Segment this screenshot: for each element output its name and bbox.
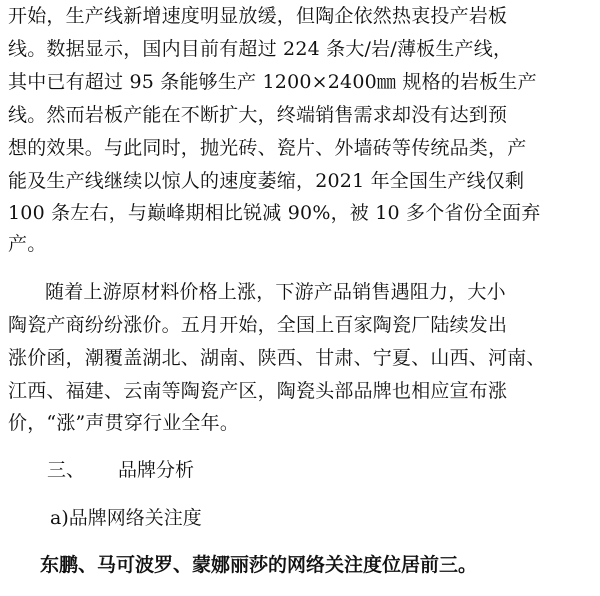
paragraph-line: 其中已有超过 95 条能够生产 1200×2400㎜ 规格的岩板生产: [8, 71, 537, 93]
section-number: 三、: [47, 459, 86, 481]
highlight-sentence: 东鹏、马可波罗、蒙娜丽莎的网络关注度位居前三。: [40, 554, 478, 576]
subsection-heading: a)品牌网络关注度: [50, 507, 202, 529]
paragraph-line: 陶瓷产商纷纷涨价。五月开始，全国上百家陶瓷厂陆续发出: [8, 314, 508, 336]
paragraph-line: 随着上游原材料价格上涨，下游产品销售遇阻力，大小: [45, 281, 506, 303]
paragraph-line: 100 条左右，与巅峰期相比锐减 90%，被 10 多个省份全面弃: [8, 202, 541, 224]
paragraph-line: 江西、福建、云南等陶瓷产区，陶瓷头部品牌也相应宣布涨: [8, 380, 508, 402]
paragraph-line: 涨价函，潮覆盖湖北、湖南、陕西、甘肃、宁夏、山西、河南、: [8, 347, 546, 369]
paragraph-line: 产。: [8, 233, 47, 255]
paragraph-line: 开始，生产线新增速度明显放缓，但陶企依然热衷投产岩板: [8, 5, 508, 27]
section-title: 品牌分析: [118, 459, 195, 481]
paragraph-line: 线。数据显示，国内目前有超过 224 条大/岩/薄板生产线，: [8, 38, 513, 60]
paragraph-line: 线。然而岩板产能在不断扩大，终端销售需求却没有达到预: [8, 104, 508, 126]
paragraph-line: 价，“涨”声贯穿行业全年。: [8, 412, 240, 434]
paragraph-line: 想的效果。与此同时，抛光砖、瓷片、外墙砖等传统品类，产: [8, 137, 527, 159]
paragraph-line: 能及生产线继续以惊人的速度萎缩，2021 年全国生产线仅剩: [8, 170, 525, 192]
